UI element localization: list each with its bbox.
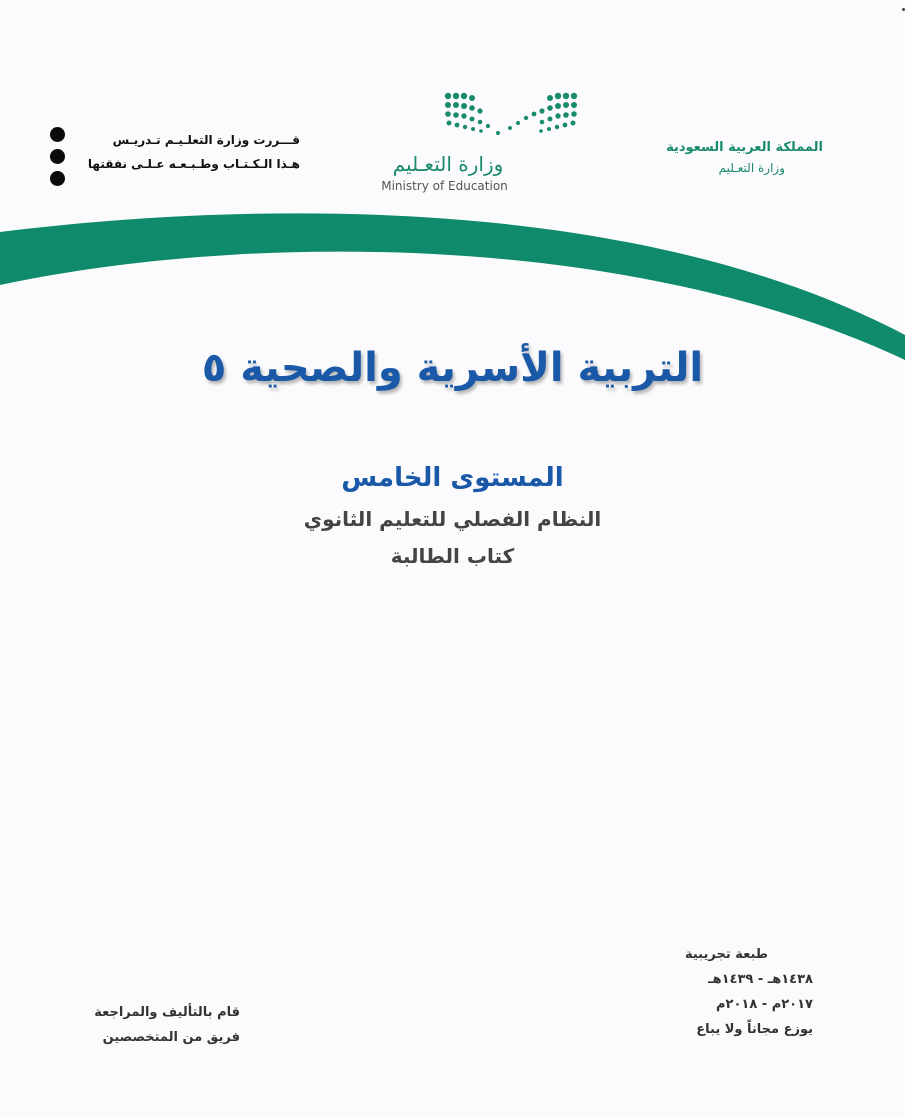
logo-english-name: Ministry of Education xyxy=(381,179,508,193)
gregorian-years: ٢٠١٧م - ٢٠١٨م xyxy=(715,997,813,1012)
bullet-dot xyxy=(50,171,65,186)
authored-by: قام بالتأليف والمراجعة xyxy=(94,1005,240,1020)
bullet-dot xyxy=(50,149,65,164)
approval-line-1: قـــررت وزارة التعلـيـم تـدريـس xyxy=(112,133,300,147)
ministry-short-name: وزارة التعـليم xyxy=(718,161,785,175)
authors-team: فريق من المتخصصين xyxy=(102,1030,240,1045)
book-title: التربية الأسرية والصحية ٥ xyxy=(201,345,704,391)
authors-info xyxy=(70,1000,240,1050)
kingdom-header xyxy=(583,138,823,178)
free-distribution-note: يوزع مجاناً ولا يباع xyxy=(696,1022,813,1037)
approval-notice xyxy=(80,128,300,176)
kingdom-name: المملكة العربية السعودية xyxy=(666,140,823,155)
book-type: كتاب الطالبة xyxy=(390,544,515,568)
edition-label: طبعة تجريبية xyxy=(684,947,768,962)
logo-arabic-name: وزارة التعـليم xyxy=(392,152,504,176)
level-subtitle: المستوى الخامس xyxy=(341,463,564,493)
edition-info xyxy=(593,942,813,1042)
bullet-dot xyxy=(50,127,65,142)
hijri-years: ١٤٣٨هـ - ١٤٣٩هـ xyxy=(708,972,813,987)
system-subtitle: النظام الفصلي للتعليم الثانوي xyxy=(303,507,602,531)
approval-line-2: هـذا الـكـتـاب وطـبـعـه عـلـى نفقتها xyxy=(87,157,300,171)
bullet-dots xyxy=(50,127,68,193)
